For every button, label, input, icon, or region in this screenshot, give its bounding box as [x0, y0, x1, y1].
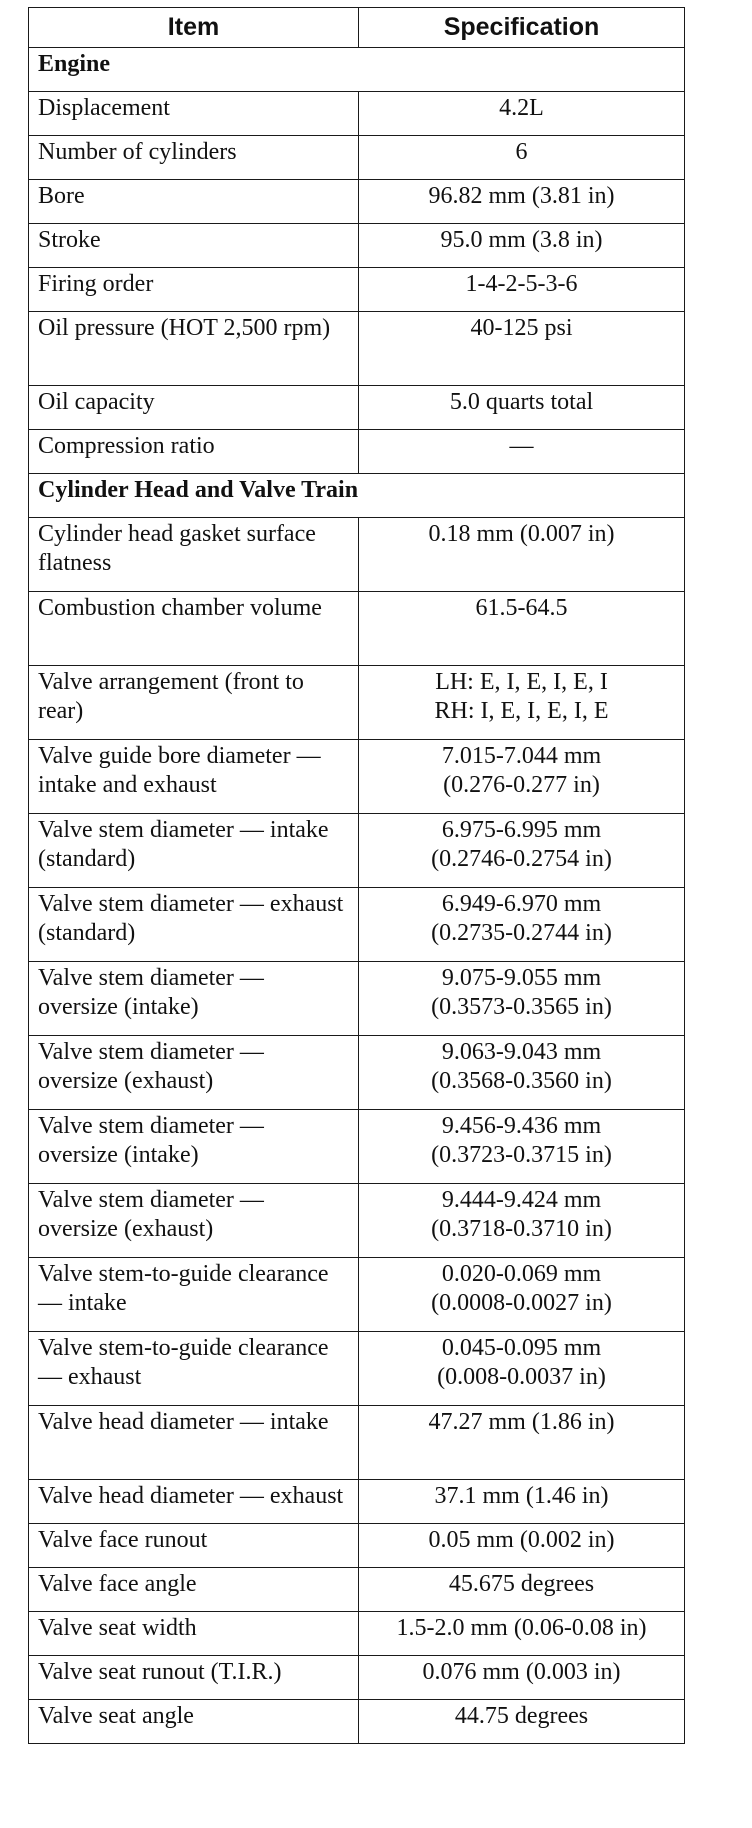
table-body: [29, 48, 685, 1744]
specification-cell: 0.18 mm (0.007 in): [359, 518, 685, 592]
item-cell: Valve seat runout (T.I.R.): [29, 1656, 359, 1700]
table-row: [29, 268, 685, 312]
item-cell: Displacement: [29, 92, 359, 136]
item-cell: Valve stem-to-guide clearance — exhaust: [29, 1332, 359, 1406]
table-row: [29, 518, 685, 592]
item-cell: Compression ratio: [29, 430, 359, 474]
item-cell: Valve stem diameter — oversize (exhaust): [29, 1184, 359, 1258]
specification-cell: 6.975-6.995 mm (0.2746-0.2754 in): [359, 814, 685, 888]
table-row: [29, 962, 685, 1036]
specification-table: [28, 7, 685, 1744]
specification-cell: 1-4-2-5-3-6: [359, 268, 685, 312]
item-cell: Valve face runout: [29, 1524, 359, 1568]
item-cell: Bore: [29, 180, 359, 224]
table-row: [29, 1258, 685, 1332]
table-row: [29, 1110, 685, 1184]
table-row: [29, 592, 685, 666]
specification-cell: 44.75 degrees: [359, 1700, 685, 1744]
item-cell: Valve stem diameter — intake (standard): [29, 814, 359, 888]
section-row: [29, 48, 685, 92]
table-row: [29, 888, 685, 962]
specification-cell: 4.2L: [359, 92, 685, 136]
item-cell: Valve seat width: [29, 1612, 359, 1656]
specification-cell: 7.015-7.044 mm (0.276-0.277 in): [359, 740, 685, 814]
item-cell: Oil pressure (HOT 2,500 rpm): [29, 312, 359, 386]
item-cell: Valve arrangement (front to rear): [29, 666, 359, 740]
item-cell: Stroke: [29, 224, 359, 268]
specification-cell: 0.045-0.095 mm (0.008-0.0037 in): [359, 1332, 685, 1406]
item-cell: Valve guide bore diameter — intake and exhaust: [29, 740, 359, 814]
table-row: [29, 1656, 685, 1700]
item-cell: Valve stem-to-guide clearance — intake: [29, 1258, 359, 1332]
specification-cell: 96.82 mm (3.81 in): [359, 180, 685, 224]
specification-cell: 9.075-9.055 mm (0.3573-0.3565 in): [359, 962, 685, 1036]
item-cell: Valve head diameter — exhaust: [29, 1480, 359, 1524]
specification-cell: 37.1 mm (1.46 in): [359, 1480, 685, 1524]
specification-cell: 9.456-9.436 mm (0.3723-0.3715 in): [359, 1110, 685, 1184]
specification-cell: 0.020-0.069 mm (0.0008-0.0027 in): [359, 1258, 685, 1332]
specification-cell: 1.5-2.0 mm (0.06-0.08 in): [359, 1612, 685, 1656]
table-row: [29, 1036, 685, 1110]
table-row: [29, 386, 685, 430]
item-cell: Oil capacity: [29, 386, 359, 430]
header-row: [29, 8, 685, 48]
table-row: [29, 1700, 685, 1744]
section-row: [29, 474, 685, 518]
table-row: [29, 814, 685, 888]
item-cell: Valve stem diameter — oversize (exhaust): [29, 1036, 359, 1110]
specification-cell: 95.0 mm (3.8 in): [359, 224, 685, 268]
section-title: Cylinder Head and Valve Train: [29, 474, 685, 518]
item-cell: Valve stem diameter — oversize (intake): [29, 1110, 359, 1184]
item-cell: Valve seat angle: [29, 1700, 359, 1744]
table-row: [29, 180, 685, 224]
table-row: [29, 1406, 685, 1480]
specification-cell: 6.949-6.970 mm (0.2735-0.2744 in): [359, 888, 685, 962]
specification-cell: 9.444-9.424 mm (0.3718-0.3710 in): [359, 1184, 685, 1258]
section-title: Engine: [29, 48, 685, 92]
item-cell: Cylinder head gasket surface flatness: [29, 518, 359, 592]
table-row: [29, 1568, 685, 1612]
table-row: [29, 1184, 685, 1258]
table-row: [29, 92, 685, 136]
item-cell: Firing order: [29, 268, 359, 312]
specification-cell: 47.27 mm (1.86 in): [359, 1406, 685, 1480]
specification-cell: 40-125 psi: [359, 312, 685, 386]
table-row: [29, 740, 685, 814]
specification-cell: 9.063-9.043 mm (0.3568-0.3560 in): [359, 1036, 685, 1110]
table-row: [29, 430, 685, 474]
table-row: [29, 1480, 685, 1524]
item-cell: Valve stem diameter — exhaust (standard): [29, 888, 359, 962]
table-row: [29, 224, 685, 268]
specification-cell: 0.076 mm (0.003 in): [359, 1656, 685, 1700]
item-cell: Valve face angle: [29, 1568, 359, 1612]
specification-cell: 0.05 mm (0.002 in): [359, 1524, 685, 1568]
table-row: [29, 312, 685, 386]
column-header-item: Item: [29, 8, 359, 48]
item-cell: Number of cylinders: [29, 136, 359, 180]
specification-cell: 5.0 quarts total: [359, 386, 685, 430]
item-cell: Valve head diameter — intake: [29, 1406, 359, 1480]
specification-cell: LH: E, I, E, I, E, I RH: I, E, I, E, I, E: [359, 666, 685, 740]
table-row: [29, 136, 685, 180]
table-row: [29, 1612, 685, 1656]
item-cell: Combustion chamber volume: [29, 592, 359, 666]
specification-cell: —: [359, 430, 685, 474]
item-cell: Valve stem diameter — oversize (intake): [29, 962, 359, 1036]
table-row: [29, 1332, 685, 1406]
specification-cell: 61.5-64.5: [359, 592, 685, 666]
table-row: [29, 666, 685, 740]
specification-cell: 6: [359, 136, 685, 180]
column-header-specification: Specification: [359, 8, 685, 48]
table-row: [29, 1524, 685, 1568]
specification-cell: 45.675 degrees: [359, 1568, 685, 1612]
